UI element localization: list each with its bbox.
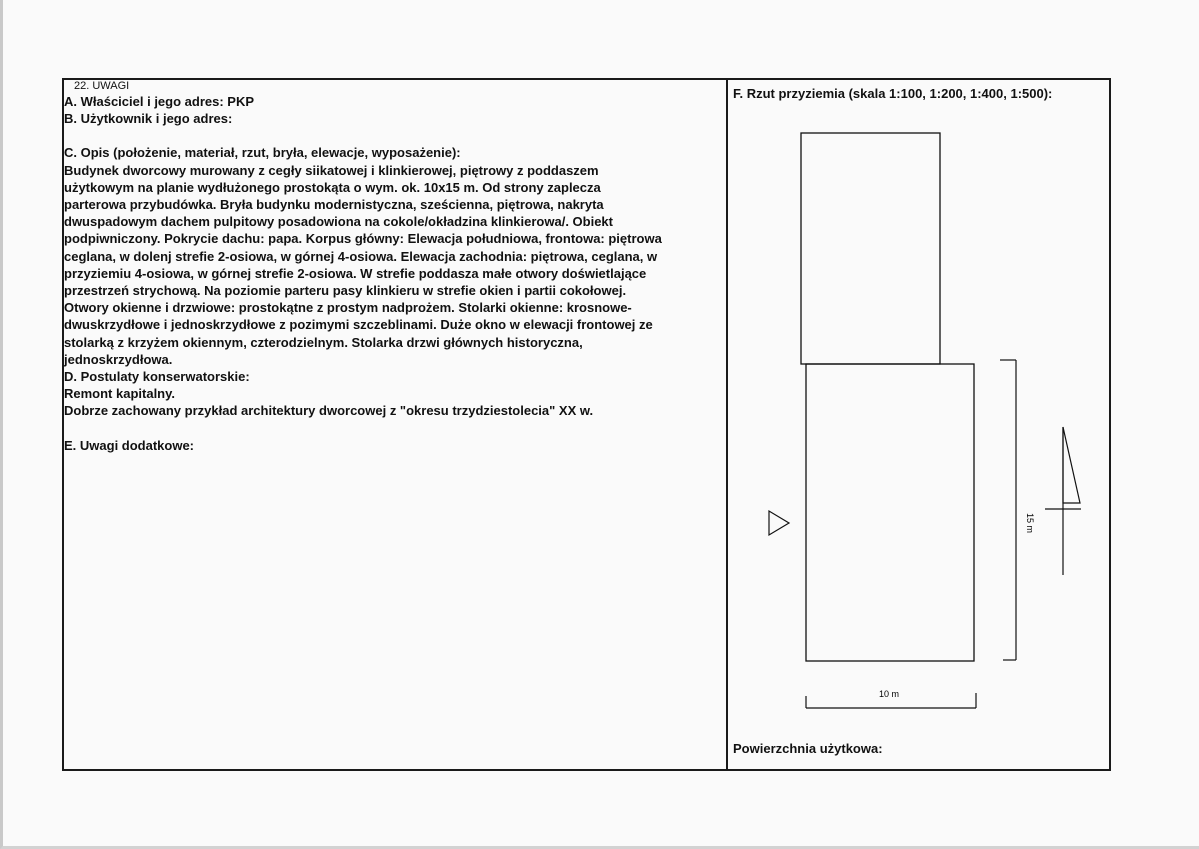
conservation-heading: D. Postulaty konserwatorskie: bbox=[64, 369, 250, 385]
description-line: stolarką z krzyżem okiennym, czterodzielnym. Stolarka drzwi głównych historyczna, bbox=[64, 334, 583, 350]
description-line: jednoskrzydłowa. bbox=[64, 351, 173, 367]
description-heading: C. Opis (położenie, materiał, rzut, bryła, elewacje, wyposażenie): bbox=[64, 145, 461, 161]
spacer bbox=[64, 127, 724, 144]
main-building-outline bbox=[806, 364, 974, 661]
remarks-section bbox=[64, 80, 724, 454]
section-number: 22. UWAGI bbox=[74, 80, 130, 92]
user-line: B. Użytkownik i jego adres: bbox=[64, 111, 233, 127]
description-line: dwuskrzydłowe i jednoskrzydłowe z pozimymi szczeblinami. Duże okno w elewacji frontowej ze bbox=[64, 317, 653, 333]
additional-remarks-heading: E. Uwagi dodatkowe: bbox=[64, 437, 195, 453]
width-dimension-label: 10 m bbox=[879, 689, 900, 699]
description-line: dwuspadowym dachem pulpitowy posadowiona na cokole/okładzina klinkierowa/. Obiekt bbox=[64, 214, 613, 230]
description-line: przyziemiu 4-osiowa, w górnej strefie 2-osiowa. W strefie poddasza małe otwory doświetlające bbox=[64, 265, 647, 281]
description-line: użytkowym na planie wydłużonego prostokąta o wym. ok. 10x15 m. Od strony zaplecza bbox=[64, 179, 601, 195]
entrance-arrow-icon bbox=[769, 511, 789, 535]
description-line: podpiwniczony. Pokrycie dachu: papa. Korpus główny: Elewacja południowa, frontowa: piętrowa bbox=[64, 231, 662, 247]
conservation-line: Dobrze zachowany przykład architektury dworcowej z "okresu trzydziestolecia" XX w. bbox=[64, 403, 594, 419]
annex-outline bbox=[801, 133, 940, 364]
length-dimension-label: 15 m bbox=[1025, 513, 1035, 534]
owner-line: A. Właściciel i jego adres: PKP bbox=[64, 94, 255, 109]
width-dimension bbox=[806, 689, 976, 708]
ground-floor-plan bbox=[728, 100, 1108, 740]
conservation-line: Remont kapitalny. bbox=[64, 386, 176, 402]
plan-title: F. Rzut przyziemia (skala 1:100, 1:200, 1:400, 1:500): bbox=[733, 86, 1053, 101]
length-dimension bbox=[1000, 360, 1035, 660]
north-arrow-icon bbox=[1045, 427, 1081, 575]
spacer bbox=[64, 420, 724, 437]
description-line: Otwory okienne i drzwiowe: prostokątne z prostym nadprożem. Stolarki okienne: krosnowe- bbox=[64, 300, 632, 316]
description-line: przestrzeń strychową. Na poziomie parteru pasy klinkieru w strefie okien i partii cokołowej. bbox=[64, 283, 627, 299]
description-line: parterowa przybudówka. Bryła budynku modernistyczna, sześcienna, piętrowa, nakryta bbox=[64, 197, 604, 213]
description-line: ceglana, w dolenj strefie 2-osiowa, w górnej 4-osiowa. Elewacja zachodnia: piętrowa, ceglana, w bbox=[64, 248, 658, 264]
usable-area-label: Powierzchnia użytkowa: bbox=[733, 741, 883, 756]
description-line: Budynek dworcowy murowany z cegły siikatowej i klinkierowej, piętrowy z poddaszem bbox=[64, 162, 599, 178]
